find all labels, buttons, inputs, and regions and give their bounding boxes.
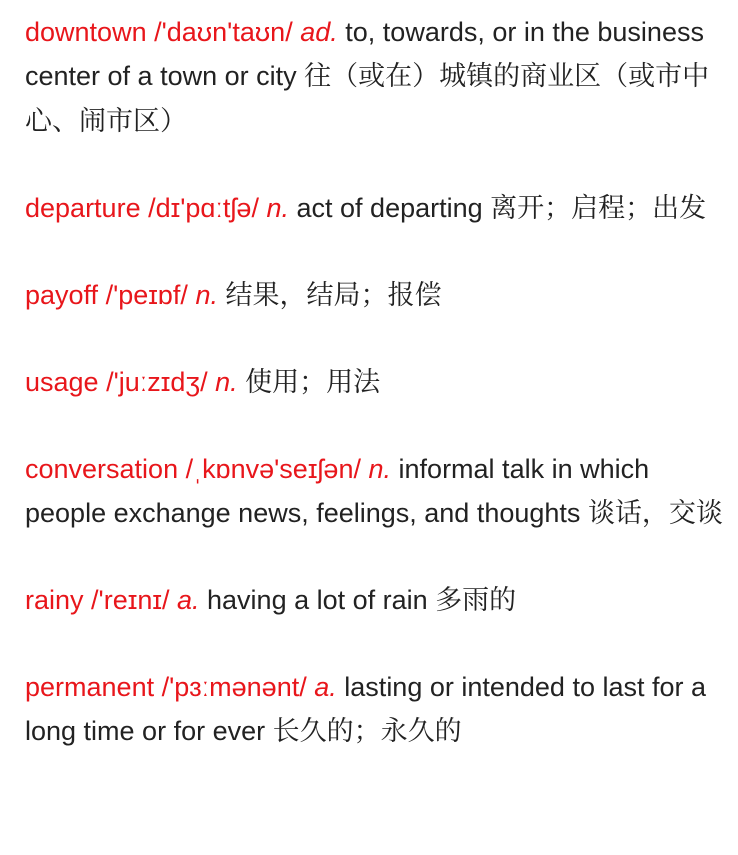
entry-phonetic: /dɪ'pɑːtʃə/ — [148, 193, 259, 223]
entry-word: permanent — [25, 672, 155, 702]
entry-phonetic: /'pɜːmənənt/ — [161, 672, 307, 702]
entry-definition-cn: 结果，结局；报偿 — [225, 280, 442, 311]
entry-definition-cn: 使用；用法 — [245, 367, 381, 398]
entry-definition-en: to, towards, or in the business center of a town or city — [25, 17, 704, 91]
entry-definition-cn: 长久的；永久的 — [272, 716, 462, 747]
entry-pos: ad. — [300, 17, 338, 47]
entry-permanent — [25, 665, 725, 754]
entry-phonetic: /ˌkɒnvə'seɪʃən/ — [185, 454, 361, 484]
entry-pos: a. — [314, 672, 337, 702]
entry-word: payoff — [25, 280, 99, 310]
entry-phonetic: /'juːzɪdʒ/ — [106, 367, 208, 397]
entry-departure — [25, 186, 725, 231]
entry-definition-en: act of departing — [296, 193, 483, 223]
entry-phonetic: /'peɪɒf/ — [105, 280, 188, 310]
entry-downtown — [25, 10, 725, 144]
entry-definition-en: informal talk in which people exchange news, feelings, and thoughts — [25, 454, 650, 528]
entry-definition-cn: 多雨的 — [435, 585, 517, 616]
entry-phonetic: /'reɪnɪ/ — [91, 585, 170, 615]
entry-word: rainy — [25, 585, 84, 615]
entry-pos: n. — [215, 367, 238, 397]
entry-rainy — [25, 578, 725, 623]
entry-definition-cn: 离开；启程；出发 — [490, 193, 707, 224]
entry-pos: n. — [266, 193, 289, 223]
entry-word: conversation — [25, 454, 179, 484]
entry-pos: a. — [176, 585, 200, 615]
entry-definition-cn: 谈话，交谈 — [587, 498, 723, 529]
entry-definition-en: lasting or intended to last for a long time or for ever — [25, 672, 707, 746]
entry-word: usage — [25, 367, 99, 397]
entry-payoff — [25, 273, 725, 318]
entry-conversation — [25, 447, 725, 536]
entry-usage — [25, 360, 725, 405]
entry-word: departure — [25, 193, 141, 223]
entry-phonetic: /'daʊn'taʊn/ — [154, 17, 293, 47]
entry-word: downtown — [25, 17, 147, 47]
entry-definition-en: having a lot of rain — [207, 585, 428, 615]
entry-pos: n. — [368, 454, 392, 484]
entry-pos: n. — [195, 280, 218, 310]
entry-definition-cn: 往（或在）城镇的商业区（或市中心、闹市区） — [25, 61, 710, 137]
